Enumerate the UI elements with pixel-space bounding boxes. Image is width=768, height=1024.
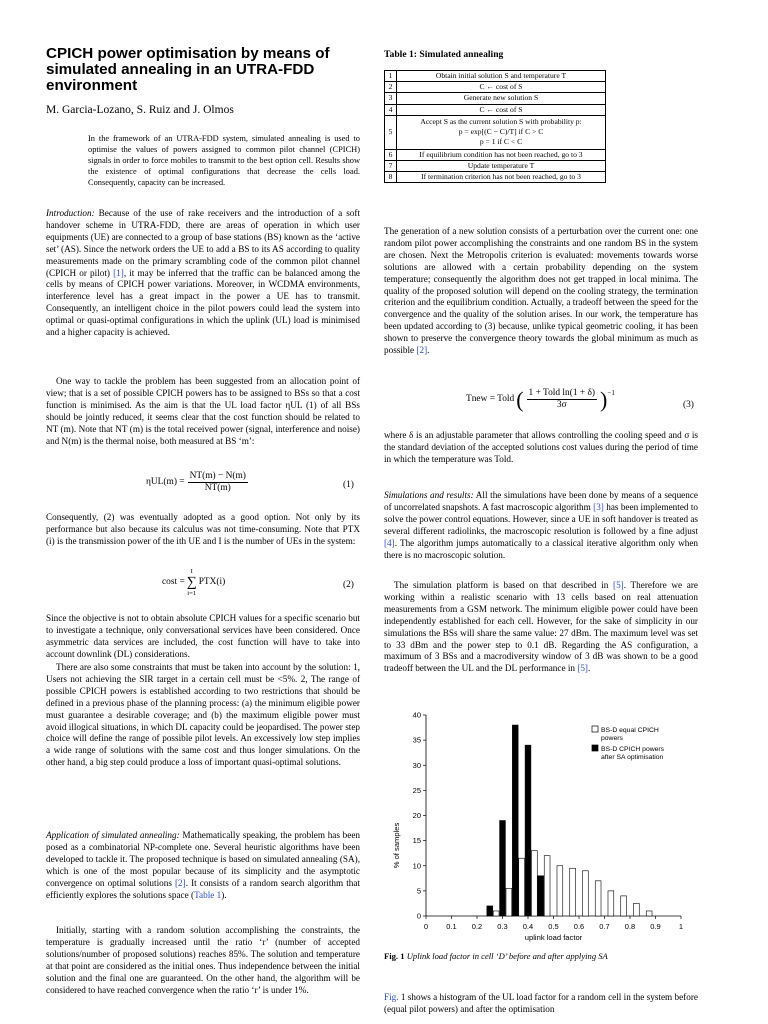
x-tick-label: 0.1 xyxy=(446,922,457,931)
histogram-bar xyxy=(487,906,493,916)
eq1-number: (1) xyxy=(343,480,354,490)
right-last-text: 1 shows a histogram of the UL load factor for a random cell in the system before (equal pilot powers) and after the optimisation xyxy=(384,992,698,1014)
application-text-c: ). xyxy=(221,889,227,900)
step-text: Update temperature T xyxy=(397,161,606,172)
equation-2 xyxy=(162,567,225,598)
y-tick-label: 20 xyxy=(412,811,421,821)
eq2-sum-sign: ∑ xyxy=(186,575,197,590)
eq2-number: (2) xyxy=(343,580,354,590)
eq2-sum-upper: I xyxy=(190,568,193,575)
x-tick-label: 0.3 xyxy=(497,922,508,931)
step-number: 4 xyxy=(385,104,397,115)
eq1-numerator: NT(m) − N(m) xyxy=(189,471,246,481)
intro-paragraph-1 xyxy=(46,208,360,339)
x-tick-label: 0.2 xyxy=(471,922,483,931)
y-tick-label: 15 xyxy=(412,836,421,846)
authors: M. Garcia-Lozano, S. Ruiz and J. Olmos xyxy=(46,104,234,116)
intro-heading: Introduction: xyxy=(46,208,95,218)
right-text-b: . xyxy=(427,345,430,356)
right-paragraph-1 xyxy=(384,226,698,357)
eq2-sum-lower: i=1 xyxy=(187,590,197,597)
step-text: Generate new solution S xyxy=(397,93,606,104)
step-number: 2 xyxy=(385,82,397,93)
y-tick-label: 30 xyxy=(412,760,421,770)
histogram-bar xyxy=(621,896,627,916)
legend-label: BS-D CPICH powers xyxy=(601,746,665,753)
table-row xyxy=(385,115,606,149)
paragraph-5: There are also some constraints that must be taken into account by the solution: 1, Users not achieving the SIR target in a certain cell must be <5%. 2, The range of possible CPICH powers is established according to two restrictions that should be defined in a previous phase of the planning process: (a) the minimum eligible power must guarantee a desirable coverage; and (b) the maximum eligible power must avoid illogical situations, in which DL capacity could be jeopardised. The power step choice will define the range of possible pilot levels. An excessively low step implies a wide range of solutions with the same cost and thus longer simulations. On the other hand, a big step could produce a loss of important quasi-optimal solutions. xyxy=(46,662,360,768)
ref-5b-link[interactable]: [5] xyxy=(577,663,588,674)
step-text-multiline xyxy=(397,115,606,149)
table-row xyxy=(385,161,606,172)
eq2-lhs: cost = xyxy=(162,576,185,587)
eq3-lhs: Tnew = Told xyxy=(466,393,515,404)
figure-label: Fig. 1 xyxy=(384,951,405,961)
application-paragraph-1 xyxy=(46,830,360,901)
simulated-annealing-table xyxy=(384,70,606,183)
eq1-lhs: ηUL(m) = xyxy=(146,476,185,487)
histogram-bar xyxy=(544,856,550,916)
eq3-paren-close: ) xyxy=(600,386,608,412)
equation-3 xyxy=(466,388,615,411)
y-axis-label: % of samples xyxy=(392,822,401,869)
y-tick-label: 0 xyxy=(416,911,421,921)
eq3-denominator: 3σ xyxy=(556,400,567,410)
step-text: If equilibrium condition has not been reached, go to 3 xyxy=(397,149,606,160)
ref-2b-link[interactable]: [2] xyxy=(416,345,428,356)
step-condition-2: p = 1 if C < C xyxy=(479,137,523,147)
histogram-bar xyxy=(608,891,614,916)
histogram-bar xyxy=(525,745,531,916)
paragraph-3: Consequently, (2) was eventually adopted as a good option. Not only by its performance but also because its calculus was not time-consuming. Note that PTX (i) is the transmission power of the ith UE and I is the number of UEs in the system: xyxy=(46,512,360,546)
fig-1-link[interactable]: Fig. xyxy=(384,992,399,1002)
histogram-bar xyxy=(557,866,563,916)
equation-1 xyxy=(146,471,251,494)
right-text-a: The generation of a new solution consists of a perturbation over the current one: one random pilot power accomplishing the constraints and one random BS in the system are chosen. Next the Metropolis criterion is evaluated: movements towards worse solutions are allowed with a certain probability depending on the system temperature; consequently the algorithm does not get trapped in local minima. The quality of the proposed solution will depend on the cooling strategy, the termination criterion and the equilibrium condition. Actually, a tradeoff between the speed for the convergence and the quality of the solution arises. In our work, the temperature has been updated according to (3) because, unlike typical geometric cooling, it has been shown to preserve the convergence theory towards the global minimum as much as possible xyxy=(384,226,698,356)
histogram-bar xyxy=(595,881,601,916)
paragraph-4: Since the objective is not to obtain absolute CPICH values for a specific scenario but to investigate a technique, only conversational services have been considered. Once asymmetric data services are included, the cost function will have to take into account downlink (DL) considerations. xyxy=(46,613,360,659)
step-text: C ← cost of S xyxy=(397,104,606,115)
table-caption-text: Table 1: Simulated annealing xyxy=(384,49,504,60)
eq3-number: (3) xyxy=(683,400,694,410)
histogram-bar xyxy=(582,871,588,916)
x-tick-label: 0.5 xyxy=(548,922,559,931)
figure-caption xyxy=(384,951,608,963)
histogram-bar xyxy=(531,851,537,916)
histogram-bar xyxy=(500,821,506,916)
simulations-text-f: . xyxy=(588,663,591,674)
step-number: 7 xyxy=(385,161,397,172)
step-text: C ← cost of S xyxy=(397,82,606,93)
simulations-text-b: has been implemented to solve the power control equations. However, since a UE in soft handover is treated as several different radiolinks, the macroscopic resolution is followed by a fine adjust xyxy=(384,501,698,536)
eq3-fraction xyxy=(527,388,598,411)
step-number: 1 xyxy=(385,71,397,82)
intro-paragraph-2: One way to tackle the problem has been suggested from an allocation point of view; that is a set of possible CPICH powers has to be assigned to BSs so that a cost function is minimised. As the aim is that the UL load factor ηUL (1) of all BSs should be jointly reduced, it seems clear that the cost function should be related to NT (m). Note that NT (m) is the total received power (signal, interference and noise) and N(m) is the thermal noise, both measured at BS ‘m’: xyxy=(46,376,360,446)
eq1-fraction xyxy=(188,471,248,494)
y-tick-label: 35 xyxy=(412,735,421,745)
table-row xyxy=(385,104,606,115)
simulations-text-e: . Therefore we are working within a realistic scenario with 13 cells based on real attenuation measurements from a GSM network. The minimum eligible power could have been independently established for each cell. However, for the sake of simplicity in our simulations the BSs will share the same value: 27 dBm. The maximum level was set to 33 dBm and the power step to 0.1 dB. Regarding the AS configuration, a maximum of 3 BSs and a macrodiversity window of 3 dB was shown to be a good tradeoff between the UL and the DL performance in xyxy=(384,580,699,674)
table-row xyxy=(385,172,606,183)
table-row xyxy=(385,93,606,104)
ref-2-link[interactable]: [2] xyxy=(174,877,186,888)
simulations-text-d: The simulation platform is based on that described in xyxy=(394,580,609,590)
intro-text-b: , it may be inferred that the traffic can be balanced among the cells by means of CPICH power variations. Moreover, in WCDMA environments, interference level has a great impact in the power a UE has to transmit. Consequently, an intelligent choice in the pilot powers could lead the system into optimal or quasi-optimal configurations in which the uplink (UL) load is minimised and a higher capacity is achieved. xyxy=(46,267,360,338)
simulations-text-a: All the simulations have been done by means of a sequence of uncorrelated snapshots. A fast macroscopic algorithm xyxy=(384,490,698,512)
y-tick-label: 5 xyxy=(416,886,421,896)
eq3-exponent: −1 xyxy=(607,389,615,397)
legend-label: powers xyxy=(601,735,623,742)
step-number: 6 xyxy=(385,149,397,160)
histogram-bar xyxy=(538,876,544,916)
right-last-paragraph xyxy=(384,992,698,1016)
x-tick-label: 0.9 xyxy=(650,922,661,931)
ref-4-link[interactable]: [4] xyxy=(384,537,395,548)
x-tick-label: 0 xyxy=(423,922,429,931)
table-1-link[interactable]: Table 1 xyxy=(194,889,222,900)
table-row xyxy=(385,82,606,93)
histogram-bar xyxy=(512,725,518,916)
eq2-sum xyxy=(187,567,197,598)
ref-5-link[interactable]: [5] xyxy=(613,580,624,590)
simulations-text-c: . The algorithm jumps automatically to a classical iterative algorithm only when there is no macroscopic solution. xyxy=(384,537,698,560)
step-text: Obtain initial solution S and temperature T xyxy=(397,71,606,82)
eq3-numerator: 1 + Told ln(1 + δ) xyxy=(528,388,596,398)
table-row xyxy=(385,71,606,82)
histogram-bar xyxy=(506,888,512,916)
x-tick-label: 0.4 xyxy=(522,922,534,931)
application-heading: Application of simulated annealing: xyxy=(46,830,180,840)
histogram-bar xyxy=(633,903,639,916)
x-axis-label: uplink load factor xyxy=(524,933,583,942)
histogram-bar xyxy=(519,858,525,916)
abstract: In the framework of an UTRA-FDD system, simulated annealing is used to optimise the values of powers assigned to common pilot channel (CPICH) signals in order to force mobiles to transmit to the best option cell. Results show the existence of optimal configurations that decrease the cells load. Consequently, capacity can be increased. xyxy=(88,134,360,187)
step-text: Accept S as the current solution S with probability p: xyxy=(420,117,582,126)
y-tick-label: 25 xyxy=(412,785,421,795)
histogram-chart xyxy=(384,706,698,944)
simulations-paragraph-2 xyxy=(384,580,698,675)
step-text: If termination criterion has not been reached, go to 3 xyxy=(397,172,606,183)
x-tick-label: 1 xyxy=(678,922,684,931)
y-tick-label: 10 xyxy=(412,861,421,871)
step-condition-1: p = exp[(C − C)/T] if C > C xyxy=(458,127,544,137)
table-row xyxy=(385,149,606,160)
paper-title: CPICH power optimisation by means of simulated annealing in an UTRA-FDD environment xyxy=(46,45,330,94)
figure-caption-text: Uplink load factor in cell ‘D’ before and after applying SA xyxy=(406,951,608,961)
right-paragraph-2: where δ is an adjustable parameter that allows controlling the cooling speed and σ is the standard deviation of the accepted solutions cost values during the period of time in which the temperature was Told. xyxy=(384,430,698,464)
table-caption xyxy=(384,49,503,61)
eq2-rhs: PTX(i) xyxy=(198,576,226,587)
step-number: 3 xyxy=(385,93,397,104)
eq3-paren-open: ( xyxy=(516,386,524,412)
x-tick-label: 0.8 xyxy=(624,922,636,931)
eq1-denominator: NT(m) xyxy=(204,483,231,493)
legend-label: BS-D equal CPICH xyxy=(601,727,659,734)
histogram-bar xyxy=(646,911,652,916)
step-number: 8 xyxy=(385,172,397,183)
application-text-b: . It consists of a random search algorithm that efficiently explores the solutions space ( xyxy=(46,877,361,900)
legend-swatch xyxy=(592,726,598,732)
application-text-a: Mathematically speaking, the problem has been posed as a combinatorial NP-complete one. Several heuristic algorithms have been developed to tackle it. The proposed technique is based on simulated annealing (SA), which is one of the most popular because of its simplicity and the asymptotic convergence on optimal solutions xyxy=(46,830,360,888)
step-number: 5 xyxy=(385,115,397,149)
application-paragraph-2: Initially, starting with a random solution accomplishing the constraints, the temperature is gradually increased until the ratio ‘r’ (number of accepted solutions/number of proposed solutions) reaches 85%. The solution and temperature at that point are considered as the initial ones. Thus independence between the initial solution and the final one are guaranteed. On the other hand, the algorithm will be considered to have reached convergence when the ratio ‘r’ is under 1%. xyxy=(46,925,360,995)
ref-3-link[interactable]: [3] xyxy=(593,501,604,512)
legend-swatch xyxy=(592,745,598,751)
simulations-paragraph-1 xyxy=(384,490,698,561)
histogram-bar xyxy=(570,868,576,916)
y-tick-label: 40 xyxy=(412,710,421,720)
legend-label: after SA optimisation xyxy=(601,754,664,761)
ref-1-link[interactable]: [1] xyxy=(113,267,124,278)
simulations-heading: Simulations and results: xyxy=(384,490,474,500)
histogram-bar xyxy=(493,911,499,916)
intro-text-a: Because of the use of rake receivers and the introduction of a soft handover scheme in UTRA-FDD, there are areas of operation in which user equipments (UE) are connected to a group of base stations (BS) known as the ‘active set’ (AS). Since the network orders the UE to add a BS to its AS according to quality measurements made on the primary scrambling code of the common pilot channel (CPICH or pilot) xyxy=(46,208,361,278)
x-tick-label: 0.7 xyxy=(599,922,610,931)
x-tick-label: 0.6 xyxy=(573,922,585,931)
